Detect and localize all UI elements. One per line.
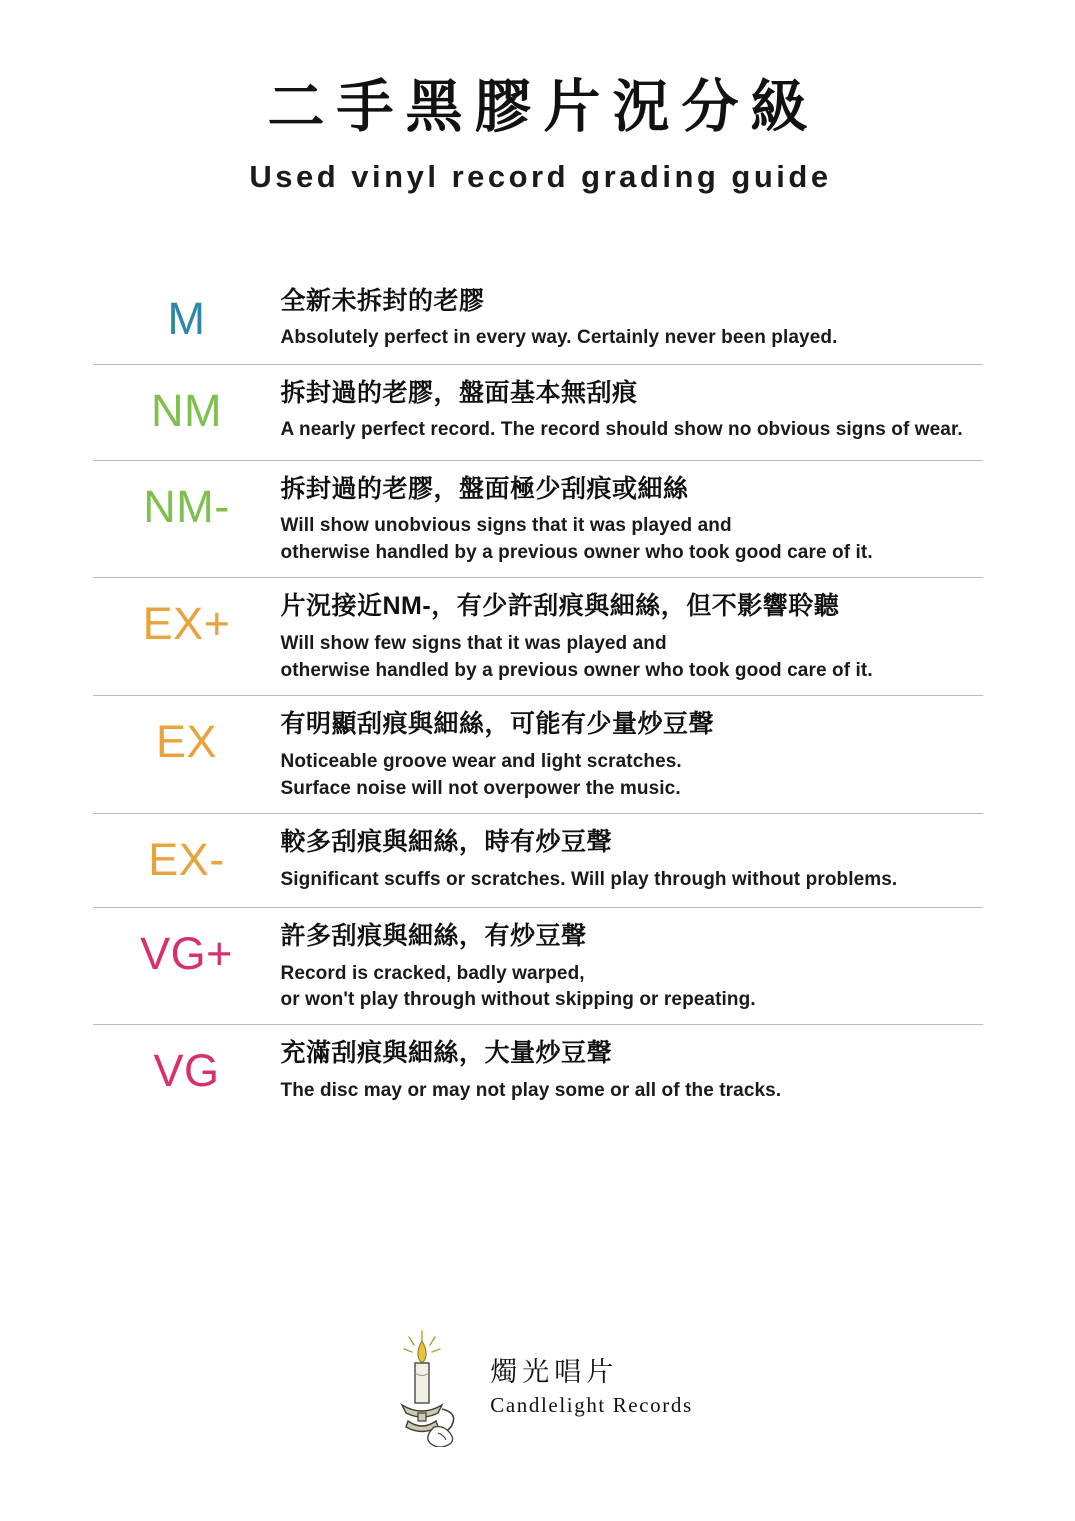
grade-description-ex-plus: [281, 584, 983, 685]
brand-name-zh: 燭光唱片: [490, 1357, 619, 1387]
grade-en-text: [281, 325, 983, 352]
grade-zh-text: 充滿刮痕與細絲，大量炒豆聲: [280, 1039, 613, 1068]
grade-description-ex-minus: [281, 820, 983, 894]
brand-name-en: Candlelight Records: [490, 1393, 693, 1417]
footer-logo: [0, 1327, 1075, 1447]
grade-description-vg: [281, 1031, 983, 1105]
grade-en-line2: Surface noise will not overpower the music.: [280, 777, 681, 799]
grade-code-nm-minus: NM-: [143, 480, 230, 532]
grade-zh-text: 全新未拆封的老膠: [280, 286, 485, 315]
grade-en-line1: Will show unobvious signs that it was played and: [280, 515, 732, 537]
grade-en-line1: Absolutely perfect in every way. Certainly never been played.: [280, 327, 838, 349]
grade-en-text: [281, 513, 983, 567]
candle-icon: [382, 1327, 474, 1447]
grade-zh-text: 拆封過的老膠，盤面極少刮痕或細絲: [280, 474, 689, 503]
grade-en-line2: otherwise handled by a previous owner who took good care of it.: [280, 542, 873, 564]
grading-row: [93, 578, 983, 696]
grade-en-text: [281, 417, 983, 444]
grade-en-text: [281, 631, 983, 685]
grade-code-vg-plus: VG+: [140, 927, 233, 979]
page-title-zh: 二手黑膠片況分級: [267, 75, 820, 139]
grading-list: [93, 195, 983, 1122]
grade-en-text: [281, 1078, 983, 1105]
grade-description-m: [281, 279, 983, 353]
grade-description-nm: [281, 371, 983, 445]
grade-zh-text: 拆封過的老膠，盤面基本無刮痕: [280, 378, 638, 407]
grade-en-line2: or won't play through without skipping or repeating.: [280, 989, 756, 1011]
page-header: [0, 0, 1075, 195]
brand-text: [490, 1350, 692, 1424]
grading-row: [93, 1025, 983, 1121]
grade-en-line1: Will show few signs that it was played and: [280, 633, 667, 655]
grade-zh-text: 許多刮痕與細絲，有炒豆聲: [280, 921, 587, 950]
grade-en-line2: otherwise handled by a previous owner who took good care of it.: [280, 660, 873, 682]
grade-description-ex: [281, 702, 983, 803]
grade-code-vg: VG: [153, 1045, 220, 1097]
grade-en-line1: Record is cracked, badly warped,: [280, 962, 585, 984]
grading-row: [93, 273, 983, 365]
grading-row: [93, 365, 983, 461]
grade-description-vg-plus: [281, 914, 983, 1015]
grade-code-ex-plus: EX+: [142, 598, 231, 650]
grade-zh-text: 較多刮痕與細絲，時有炒豆聲: [280, 827, 613, 856]
page-title-en: Used vinyl record grading guide: [249, 158, 832, 194]
grade-code-nm: NM: [151, 384, 222, 436]
grading-row: [93, 696, 983, 814]
grade-description-nm-minus: [281, 467, 983, 568]
grade-zh-text: 有明顯刮痕與細絲，可能有少量炒豆聲: [280, 710, 715, 739]
grade-en-line1: The disc may or may not play some or all of the tracks.: [280, 1080, 782, 1102]
grade-en-text: [281, 867, 983, 894]
grade-en-text: [281, 749, 983, 803]
grade-en-text: [281, 961, 983, 1015]
grade-code-m: M: [167, 292, 206, 344]
grade-en-line1: Significant scuffs or scratches. Will play through without problems.: [280, 868, 898, 890]
grade-en-line1: A nearly perfect record. The record should show no obvious signs of wear.: [280, 419, 963, 441]
grading-row: [93, 908, 983, 1026]
grade-code-ex-minus: EX-: [148, 833, 225, 885]
grade-code-ex: EX: [155, 716, 218, 768]
grade-en-line1: Noticeable groove wear and light scratches.: [280, 750, 682, 772]
grading-row: [93, 461, 983, 579]
grade-zh-text: 片況接近NM-，有少許刮痕與細絲，但不影響聆聽: [280, 592, 840, 621]
grading-row: [93, 814, 983, 908]
